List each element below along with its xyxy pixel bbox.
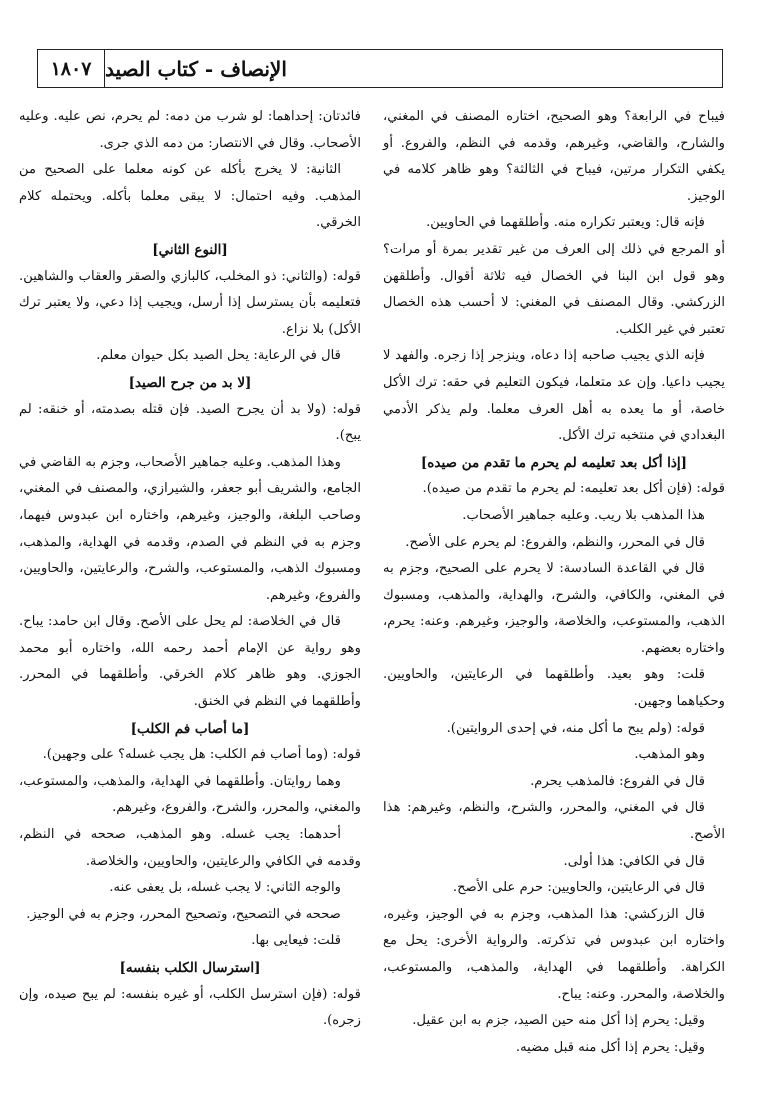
paragraph: قال في الكافي: هذا أولى. <box>563 853 705 869</box>
paragraph: وهما روايتان. وأطلقهما في الهداية، والمذهب، والمستوعب، والمغني، والمحرر، والشرح، والفروع، وغيرهم. <box>19 773 361 816</box>
paragraph: قال في الرعايتين، والحاويين: حرم على الأصح. <box>452 880 705 896</box>
paragraph: قوله: (فإن استرسل الكلب، أو غيره بنفسه: لم يبح صيده، وإن زجره). <box>19 986 361 1029</box>
paragraph: صححه في التصحيح، وتصحيح المحرر، وجزم به في الوجيز. <box>26 906 341 922</box>
paragraph: فإنه قال: ويعتبر تكراره منه. وأطلقهما في الحاويين. <box>426 215 705 231</box>
paragraph: أحدهما: يجب غسله. وهو المذهب، صححه في النظم، وقدمه في الكافي والرعايتين، والحاويين، والخلاصة. <box>19 827 361 869</box>
left-column <box>19 104 361 1035</box>
section-heading: [النوع الثاني] <box>152 241 228 258</box>
paragraph: قال في الفروع: فالمذهب يحرم. <box>530 773 705 789</box>
section-heading: [ما أصاب فم الكلب] <box>130 720 250 737</box>
paragraph: وهذا المذهب. وعليه جماهير الأصحاب، وجزم به القاضي في الجامع، والشريف أبو جعفر، والشيرازي، والمصنف في المغني، وصاحب البلغة، والوجيز، وغيرهم، واختاره ابن عبدوس فيهما، وجزم به في النظم في الصدم، وقدمه في الهداية، والمذهب، ومسبوك الذهب، والمستوعب، والشرح، والرعايتين، والحاويين، والفروع، وغيرهم. <box>19 454 361 603</box>
paragraph: قوله: (وما أصاب فم الكلب: هل يجب غسله؟ على وجهين). <box>42 747 361 763</box>
paragraph: قال في المغني، والمحرر، والشرح، والنظم، وغيرهم: هذا الأصح. <box>383 800 725 843</box>
paragraph: قوله: (والثاني: ذو المخلب، كالبازي والصقر والعقاب والشاهين. فتعليمه بأن يسترسل إذا أرسل، ويجيب إذا دعي، ولا يعتبر ترك الأكل) بلا نزاع. <box>19 268 361 337</box>
paragraph: هذا المذهب بلا ريب. وعليه جماهير الأصحاب. <box>462 507 705 523</box>
paragraph: قال الزركشي: هذا المذهب، وجزم به في الوجيز، وغيره، واختاره ابن عبدوس في تذكرته. والرواية الأخرى: يحل مع الكراهة. وأطلقهما في الهداية، والمذهب، والمستوعب، والخلاصة، والمحرر. وعنه: يباح. <box>383 906 725 1002</box>
paragraph: قال في المحرر، والنظم، والفروع: لم يحرم على الأصح. <box>405 534 705 550</box>
paragraph: وقيل: يحرم إذا أكل منه حين الصيد، جزم به ابن عقيل. <box>412 1013 705 1029</box>
paragraph: وهو المذهب. <box>634 747 705 763</box>
paragraph: قوله: (ولم يبح ما أكل منه، في إحدى الروايتين). <box>446 720 705 736</box>
section-heading: [استرسال الكلب بنفسه] <box>119 960 261 976</box>
paragraph: قلت: وهو بعيد. وأطلقهما في الرعايتين، والحاويين. وحكياهما وجهين. <box>383 667 725 710</box>
paragraph: وقيل: يحرم إذا أكل منه قبل مضيه. <box>515 1039 705 1055</box>
paragraph: أو المرجع في ذلك إلى العرف من غير تقدير بمرة أو مرات؟ وهو قول ابن البنا في الخصال فيه ثلاثة أقوال. وأطلقهن الزركشي. وقال المصنف في المغني: لا أحسب هذه الخصال تعتبر في غير الكلب. <box>383 241 725 337</box>
paragraph: والوجه الثاني: لا يجب غسله، بل يعفى عنه. <box>109 880 341 896</box>
paragraph: فإنه الذي يجيب صاحبه إذا دعاه، وينزجر إذا زجره. والفهد لا يجيب داعيا. وإن عد متعلما، فيكون التعليم في حقه: ترك الأكل خاصة، أو ما يعده به أهل العرف معلما. ولم يذكر الأدمي البغدادي في منتخبه ترك الأكل. <box>383 348 725 444</box>
page-header <box>37 49 723 88</box>
paragraph: قال في الرعاية: يحل الصيد بكل حيوان معلم. <box>96 348 341 364</box>
running-title: الإنصاف - كتاب الصيد <box>105 56 287 81</box>
paragraph: قوله: (فإن أكل بعد تعليمه: لم يحرم ما تقدم من صيده). <box>422 481 725 497</box>
paragraph: قوله: (ولا بد أن يجرح الصيد. فإن قتله بصدمته، أو خنقه: لم يبح). <box>19 401 361 444</box>
paragraph: فيباح في الرابعة؟ وهو الصحيح، اختاره المصنف في المغني، والشارح، والقاضي، وغيرهم، وقدمه في النظم، والفروع. أو يكفي التكرار مرتين، فيباح في الثالثة؟ وهو ظاهر كلامه في الوجيز. <box>383 109 725 204</box>
paragraph: الثانية: لا يخرج بأكله عن كونه معلما على الصحيح من المذهب. وفيه احتمال: لا يبقى معلما بأكله. ويحتمله كلام الخرقي. <box>19 162 361 231</box>
paragraph: قلت: فيعايى بها. <box>251 933 341 949</box>
section-heading: [إذا أكل بعد تعليمه لم يحرم ما تقدم من صيده] <box>420 454 688 471</box>
paragraph: فائدتان: إحداهما: لو شرب من دمه: لم يحرم، نص عليه. وعليه الأصحاب. وقال في الانتصار: من دمه الذي جرى. <box>19 109 361 151</box>
section-heading: [لا بد من جرح الصيد] <box>128 374 252 391</box>
paragraph: قال في القاعدة السادسة: لا يحرم على الصحيح، وجزم به في المغني، والكافي، والشرح، والهداية، والمذهب، ومسبوك الذهب، والمستوعب، والخلاصة، والوجيز، وغيرهم. وعنه: يحرم، واختاره بعضهم. <box>383 561 725 656</box>
page-number: ١٨٠٧ <box>38 50 105 87</box>
right-column <box>383 104 725 1061</box>
paragraph: قال في الخلاصة: لم يحل على الأصح. وقال ابن حامد: يباح. وهو رواية عن الإمام أحمد رحمه الله، واختاره أبو محمد الجوزي. وهو ظاهر كلام الخرقي. وأطلقهما في المحرر. وأطلقهما في النظم في الخنق. <box>19 614 361 710</box>
